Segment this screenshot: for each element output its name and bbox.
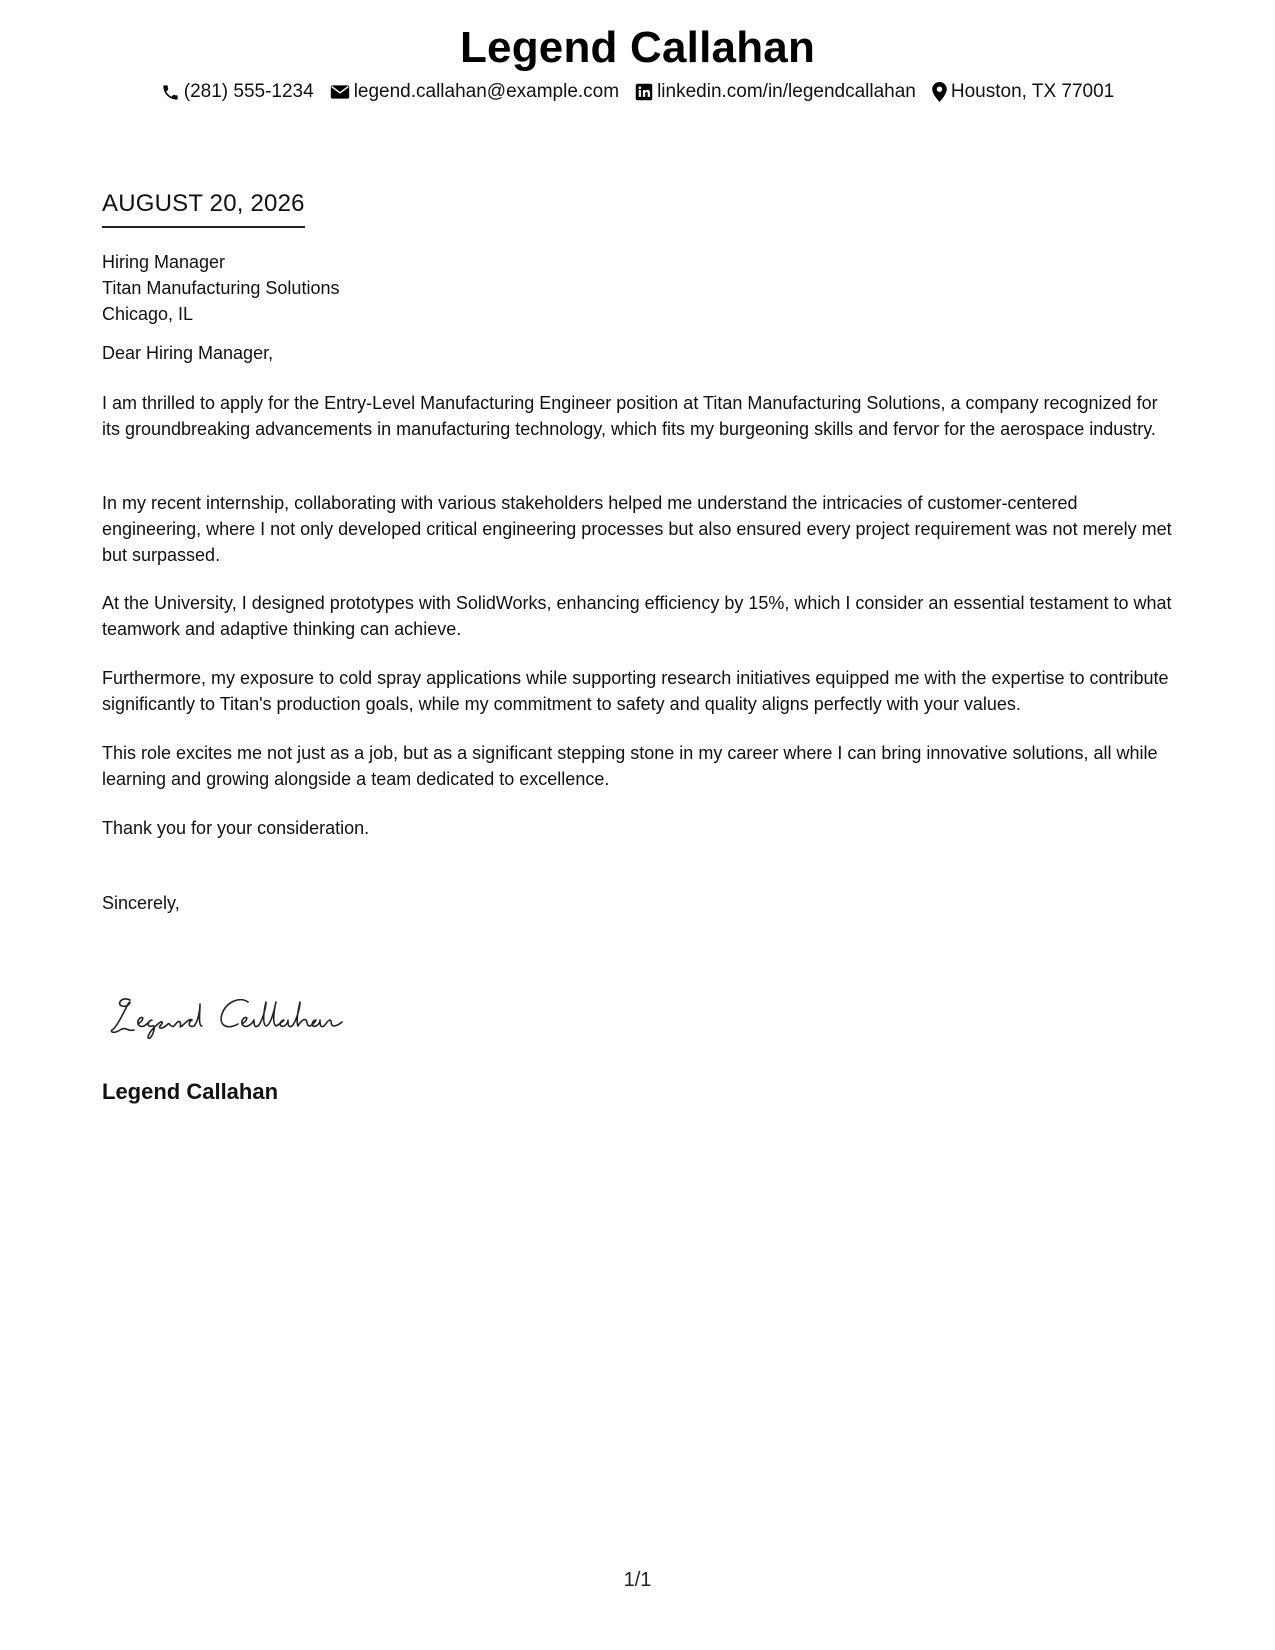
envelope-icon [330,84,350,100]
paragraph-2: In my recent internship, collaborating with various stakeholders helped me understand the intricacies of customer-centered engineering, where I not only developed critical engineering processes but also ensured every project requirement was not merely met but surpassed. [102,493,1172,565]
recipient-company: Titan Manufacturing Solutions [102,278,340,298]
email-link[interactable]: legend.callahan@example.com [353,81,620,102]
contact-info-row [0,79,1275,105]
map-pin-icon [932,82,947,102]
paragraph-5: This role excites me not just as a job, but as a significant stepping stone in my career where I can bring innovative solutions, all while learning and growing alongside a team dedicated to excellence. [102,743,1158,789]
linkedin-link[interactable]: linkedin.com/in/legendcallahan [657,81,916,102]
linkedin-icon [635,83,653,101]
location-text: Houston, TX 77001 [950,81,1115,102]
phone-text[interactable]: (281) 555-1234 [183,81,314,102]
contact-phone [161,79,314,105]
recipient-location: Chicago, IL [102,304,194,324]
letter-date: AUGUST 20, 2026 [102,189,305,228]
contact-linkedin [635,79,916,105]
contact-email [330,79,619,105]
paragraph-4: Furthermore, my exposure to cold spray applications while supporting research initiatives equipped me with the expertise to contribute significantly to Titan's production goals, while my commitment to safety and quality aligns perfectly with your values. [102,668,1169,714]
paragraph-1: I am thrilled to apply for the Entry-Level Manufacturing Engineer position at Titan Manufacturing Solutions, a company recognized for its groundbreaking advancements in manufacturing technology, which fits my burgeoning skills and fervor for the aerospace industry. [102,393,1158,439]
applicant-name: Legend Callahan [459,23,816,72]
thanks-line: Thank you for your consideration. [102,818,370,838]
salutation: Dear Hiring Manager, [102,343,274,363]
signed-name: Legend Callahan [102,1079,279,1104]
paragraph-3: At the University, I designed prototypes with SolidWorks, enhancing efficiency by 15%, which I consider an essential testament to what teamwork and adaptive thinking can achieve. [102,593,1172,639]
recipient-block [102,249,1177,327]
contact-location [932,79,1114,105]
handwritten-signature [108,990,368,1040]
closing: Sincerely, [102,893,180,913]
page-number: 1/1 [623,1569,652,1591]
recipient-title: Hiring Manager [102,252,226,272]
phone-icon [161,83,180,102]
